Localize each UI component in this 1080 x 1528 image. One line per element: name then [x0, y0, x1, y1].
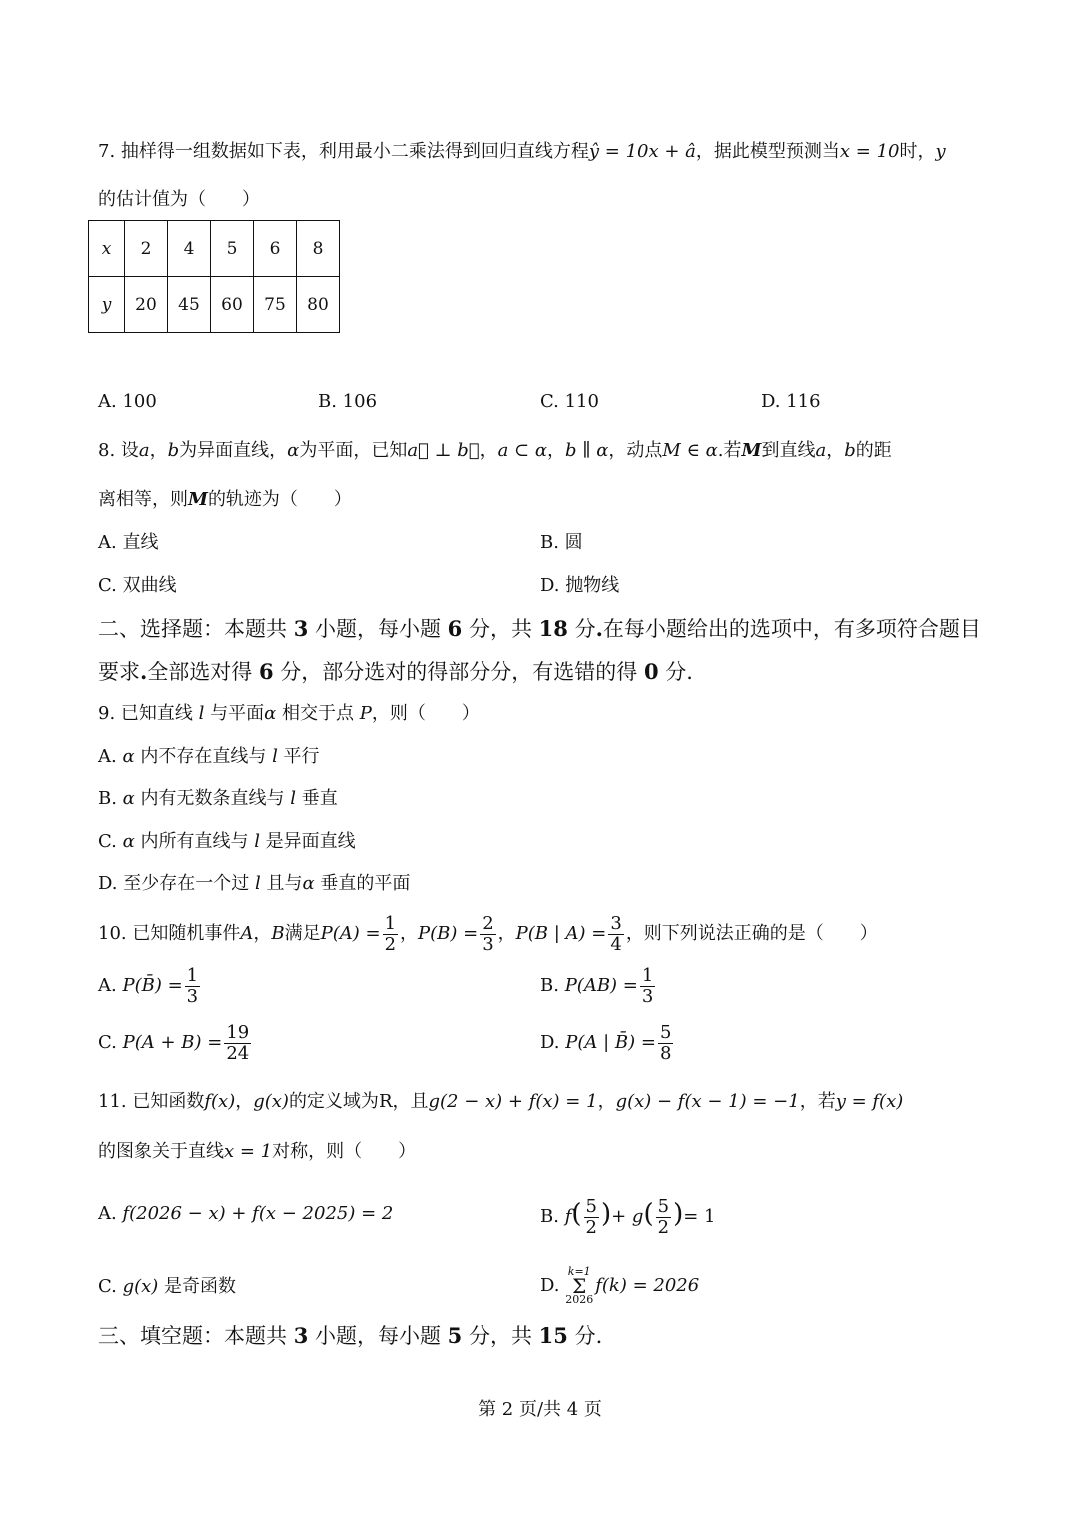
summation: k=1 Σ 2026 — [565, 1265, 594, 1306]
section2-heading-line1: 二、选择题：本题共 3 小题，每小题 6 分，共 18 分.在每小题给出的选项中，有多项符合题目 — [98, 616, 981, 641]
q9-option-a[interactable]: A. α 内不存在直线与 l 平行 — [98, 746, 320, 767]
q9-option-c[interactable]: C. α 内所有直线与 l 是异面直线 — [98, 831, 356, 852]
x-condition: x = 10 — [839, 141, 900, 162]
section2-heading-line2: 要求.全部选对得 6 分，部分选对的得部分分，有选错的得 0 分. — [98, 659, 693, 684]
q9-option-b[interactable]: B. α 内有无数条直线与 l 垂直 — [98, 788, 338, 809]
q7-option-d[interactable]: D. 116 — [761, 391, 821, 412]
regression-equation: ŷ = 10x + â — [588, 141, 696, 162]
q8-option-d[interactable]: D. 抛物线 — [540, 575, 620, 596]
table-cell: 8 — [297, 221, 340, 277]
q10-stem: 10. 已知随机事件A，B满足P(A) = $\frac{1}{2}$ ，P(B) = $\frac{2}{3}$ ，P(B | A) = $\frac{3}{4}$ ，则下列说法正确的是（ ） — [98, 912, 878, 955]
table-cell: 6 — [254, 221, 297, 277]
table-cell: 80 — [297, 277, 340, 333]
table-row-x — [89, 221, 340, 277]
q7-option-b[interactable]: B. 106 — [318, 391, 378, 412]
q11-option-c[interactable]: C. g(x) 是奇函数 — [98, 1276, 237, 1297]
section3-heading: 三、填空题：本题共 3 小题，每小题 5 分，共 15 分. — [98, 1323, 603, 1348]
q8-stem-line1: 8. 设a，b为异面直线，α为平面，已知a⃗ ⊥ b⃗，a ⊂ α，b ∥ α，动点M ∈ α.若M到直线a，b的距 — [98, 440, 892, 461]
table-header-x: x — [89, 221, 125, 277]
q10-option-d[interactable]: D. P(A | B̄) = $\frac{5}{8}$ — [540, 1021, 672, 1064]
q8-stem-line2: 离相等，则M的轨迹为（ ） — [98, 489, 352, 510]
table-cell: 5 — [211, 221, 254, 277]
table-cell: 4 — [168, 221, 211, 277]
q10-option-b[interactable]: B. P(AB) = $\frac{1}{3}$ — [540, 964, 654, 1007]
q9-stem: 9. 已知直线 l 与平面α 相交于点 P，则（ ） — [98, 703, 480, 724]
table-cell: 20 — [125, 277, 168, 333]
q11-option-d[interactable]: D. k=1 Σ 2026 f(k) = 2026 — [540, 1265, 700, 1306]
table-cell: 75 — [254, 277, 297, 333]
table-row-y — [89, 277, 340, 333]
q9-option-d[interactable]: D. 至少存在一个过 l 且与α 垂直的平面 — [98, 873, 411, 894]
q8-option-a[interactable]: A. 直线 — [98, 532, 159, 553]
q11-stem-line2: 的图象关于直线x = 1对称，则（ ） — [98, 1141, 417, 1162]
q10-option-a[interactable]: A. P(B̄) = $\frac{1}{3}$ — [98, 964, 199, 1007]
table-cell: 2 — [125, 221, 168, 277]
table-cell: 45 — [168, 277, 211, 333]
q8-option-c[interactable]: C. 双曲线 — [98, 575, 177, 596]
q7-stem-line2: 的估计值为（ ） — [98, 189, 260, 210]
q7-data-table — [88, 220, 340, 333]
q11-option-b[interactable]: B. f( $\frac{5}{2}$ )+ g( $\frac{5}{2}$ )= 1 — [540, 1195, 716, 1238]
page-footer: 第 2 页/共 4 页 — [478, 1399, 602, 1420]
q7-option-c[interactable]: C. 110 — [540, 391, 599, 412]
q11-option-a[interactable]: A. f(2026 − x) + f(x − 2025) = 2 — [98, 1203, 394, 1224]
table-cell: 60 — [211, 277, 254, 333]
q10-option-c[interactable]: C. P(A + B) = $\frac{19}{24}$ — [98, 1021, 250, 1064]
q8-option-b[interactable]: B. 圆 — [540, 532, 583, 553]
table-header-y: y — [89, 277, 125, 333]
q11-stem-line1: 11. 已知函数f(x)，g(x)的定义域为R，且g(2 − x) + f(x) = 1，g(x) − f(x − 1) = −1，若y = f(x) — [98, 1091, 904, 1112]
q7-option-a[interactable]: A. 100 — [98, 391, 157, 412]
q7-stem-line1: 7. 抽样得一组数据如下表，利用最小二乘法得到回归直线方程ŷ = 10x + â，据此模型预测当x = 10时，y — [98, 141, 946, 162]
